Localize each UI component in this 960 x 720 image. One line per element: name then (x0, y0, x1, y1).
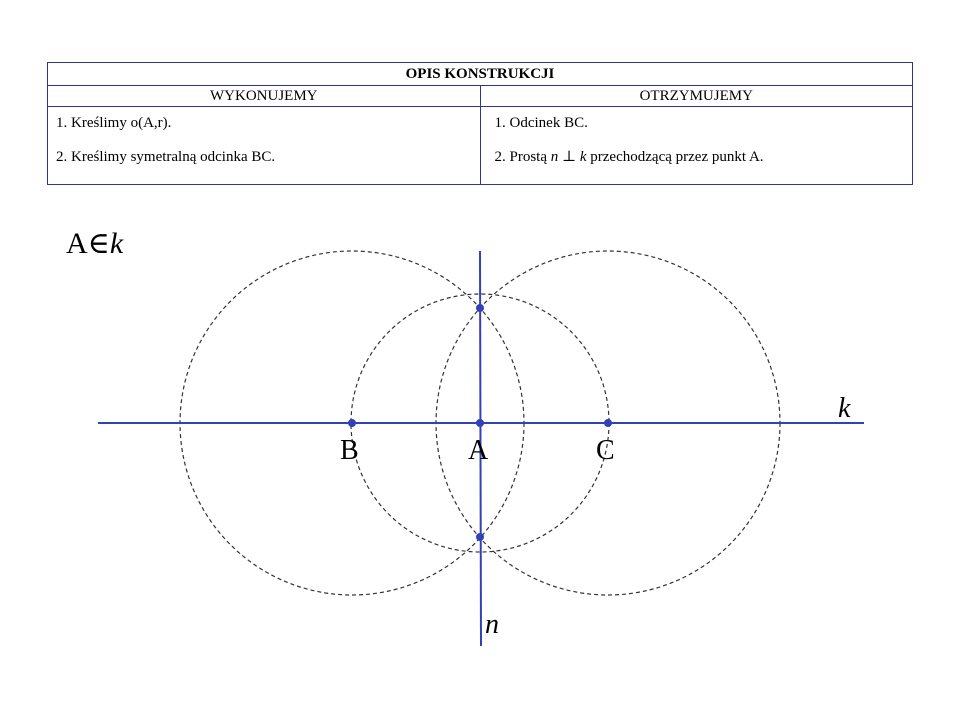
condition-A: A (66, 227, 88, 260)
label-C: C (596, 435, 615, 466)
step-right-1: 1. Odcinek BC. (494, 115, 588, 131)
condition-in-symbol: ∈ (87, 227, 110, 260)
step-right-2-prefix: 2. Prostą (494, 149, 551, 165)
label-line-n: n (485, 609, 499, 640)
step-left-1: 1. Kreślimy o(A,r). (56, 115, 172, 131)
label-A: A (468, 435, 489, 466)
label-line-k: k (838, 393, 851, 424)
intersection-point-top (476, 304, 484, 312)
point-B (348, 419, 356, 427)
point-C (604, 419, 612, 427)
condition-label (66, 227, 124, 260)
column-header-left: WYKONUJEMY (48, 86, 481, 107)
condition-k: k (109, 227, 124, 260)
perpendicular-symbol: ⊥ (562, 149, 577, 165)
math-n: n (550, 149, 559, 165)
intersection-point-bottom (476, 533, 484, 541)
point-A (476, 419, 484, 427)
step-right-2-suffix: przechodzącą przez punkt A. (586, 149, 764, 165)
math-k: k (579, 149, 587, 165)
label-B: B (340, 435, 359, 466)
column-header-right: OTRZYMUJEMY (480, 86, 913, 107)
step-left-2: 2. Kreślimy symetralną odcinka BC. (56, 149, 276, 165)
table-title: OPIS KONSTRUKCJI (48, 63, 913, 86)
